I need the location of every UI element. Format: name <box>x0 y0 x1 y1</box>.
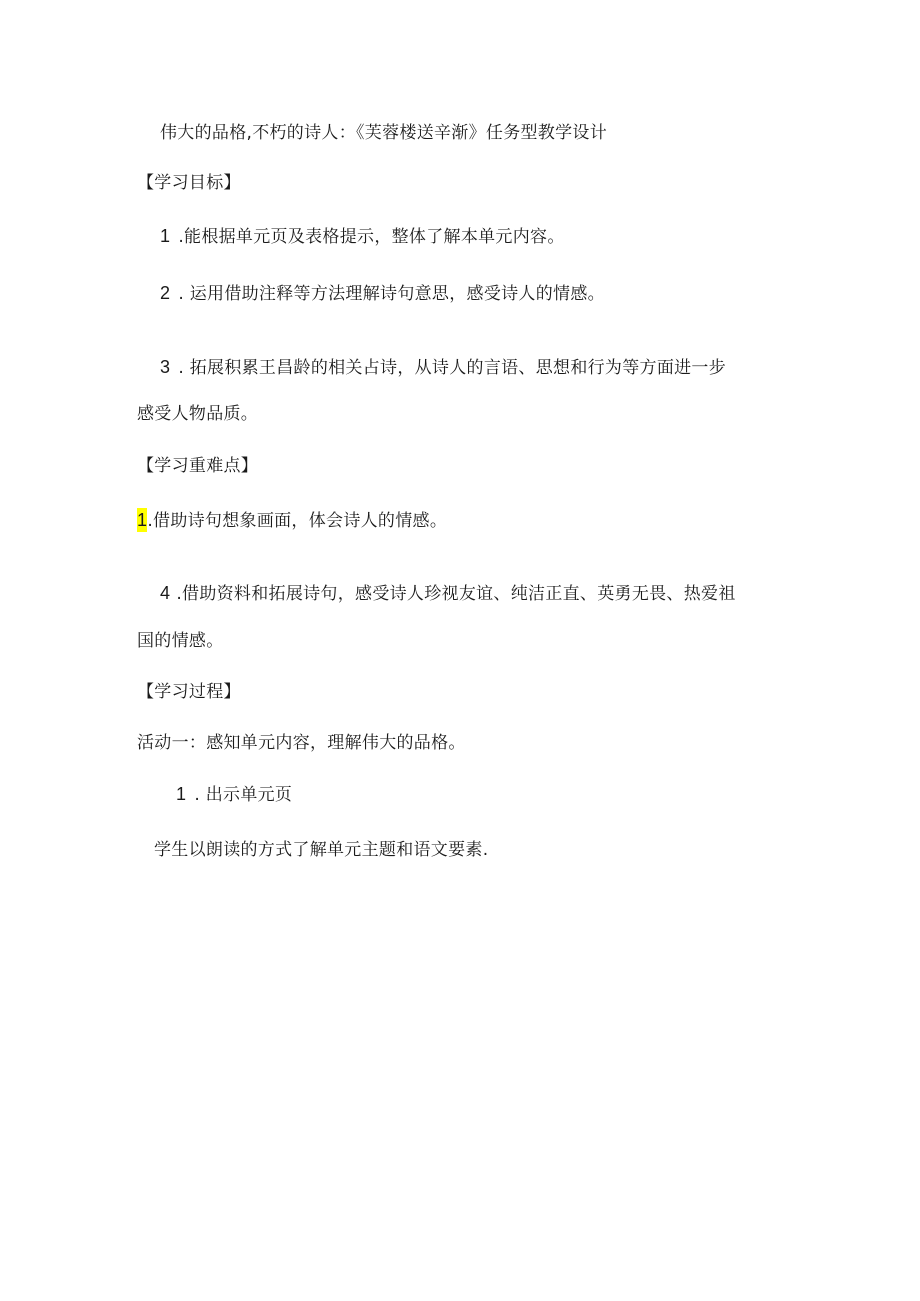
key-points-heading: 【学习重难点】 <box>137 456 259 476</box>
objective-1 <box>160 224 565 249</box>
objective-1-number: 1 <box>160 226 171 246</box>
key-point-1-number: 1 <box>137 510 148 530</box>
process-heading: 【学习过程】 <box>137 682 241 702</box>
objective-3-continuation: 感受人物品质。 <box>137 404 259 424</box>
key-point-2-continuation: 国的情感。 <box>137 631 224 651</box>
key-point-1 <box>137 508 447 533</box>
key-point-1-text: .借助诗句想象画面，体会诗人的情感。 <box>147 511 448 531</box>
step-1-number: 1 <box>176 784 187 804</box>
key-point-2 <box>160 581 736 606</box>
objective-1-text: .能根据单元页及表格提示，整体了解本单元内容。 <box>178 227 565 247</box>
document-title: 伟大的品格,不朽的诗人：《芙蓉楼送辛渐》任务型教学设计 <box>160 123 608 143</box>
step-1-text: . 出示单元页 <box>194 785 293 805</box>
objectives-heading: 【学习目标】 <box>137 173 241 193</box>
activity-1-heading: 活动一：感知单元内容，理解伟大的品格。 <box>137 733 466 753</box>
objective-2-text: . 运用借助注释等方法理解诗句意思，感受诗人的情感。 <box>178 284 605 304</box>
step-1 <box>176 782 292 807</box>
objective-3 <box>160 355 726 380</box>
objective-3-text: . 拓展积累王昌龄的相关占诗，从诗人的言语、思想和行为等方面进一步 <box>178 358 727 378</box>
objective-3-number: 3 <box>160 357 171 377</box>
step-1-body: 学生以朗读的方式了解单元主题和语文要素. <box>154 840 489 860</box>
objective-2-number: 2 <box>160 283 171 303</box>
key-point-2-number: 4 <box>160 583 171 603</box>
key-point-2-text: .借助资料和拓展诗句，感受诗人珍视友谊、纯洁正直、英勇无畏、热爱祖 <box>176 584 736 604</box>
objective-2 <box>160 281 605 306</box>
